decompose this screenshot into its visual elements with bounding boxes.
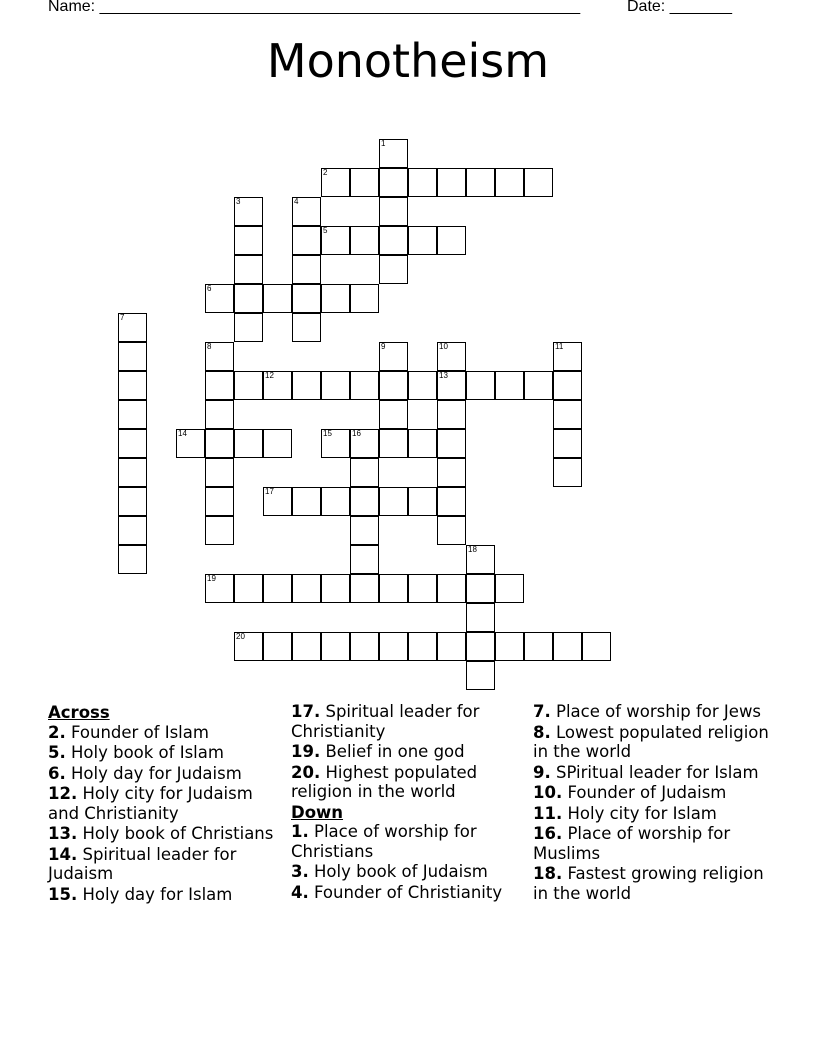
date-line: Date: _______: [627, 0, 732, 15]
clue-number: 15: [323, 429, 332, 438]
clue-text: Holy city for Islam: [567, 803, 717, 823]
crossword-cell[interactable]: [466, 603, 495, 632]
crossword-cell[interactable]: [379, 487, 408, 516]
clue-item: [48, 784, 280, 823]
crossword-cell[interactable]: [466, 661, 495, 690]
crossword-cell[interactable]: [379, 632, 408, 661]
crossword-cell[interactable]: [466, 574, 495, 603]
crossword-cell[interactable]: [350, 458, 379, 487]
crossword-cell[interactable]: [379, 400, 408, 429]
crossword-cell[interactable]: [350, 574, 379, 603]
clue-text: Holy city for Judaism and Christianity: [48, 784, 253, 823]
crossword-cell[interactable]: [118, 458, 147, 487]
crossword-cell[interactable]: [379, 197, 408, 226]
crossword-cell[interactable]: [292, 371, 321, 400]
clue-text: Highest populated religion in the world: [291, 762, 478, 801]
crossword-cell[interactable]: [437, 226, 466, 255]
crossword-cell[interactable]: [292, 487, 321, 516]
clue-column-3: [533, 702, 773, 904]
clue-item: [291, 862, 527, 882]
clue-item: [48, 845, 280, 884]
crossword-cell[interactable]: [292, 574, 321, 603]
clue-item: [291, 702, 527, 741]
clue-item: [48, 885, 280, 905]
clue-number: 14: [178, 429, 187, 438]
crossword-cell[interactable]: [379, 371, 408, 400]
crossword-cell[interactable]: [379, 168, 408, 197]
crossword-cell[interactable]: [437, 516, 466, 545]
name-line: Name: ______________________________________________________: [48, 0, 581, 15]
crossword-cell[interactable]: [263, 632, 292, 661]
crossword-cell[interactable]: [205, 284, 234, 313]
clue-item: [48, 764, 280, 784]
clue-number-label: 6.: [48, 763, 66, 783]
clue-text: Holy book of Judaism: [314, 862, 488, 881]
clue-number-label: 20.: [291, 762, 321, 782]
clue-number: 3: [236, 197, 241, 206]
crossword-cell[interactable]: [263, 284, 292, 313]
crossword-cell[interactable]: [495, 632, 524, 661]
clue-text: Place of worship for Christians: [291, 822, 477, 861]
crossword-cell[interactable]: [408, 487, 437, 516]
crossword-cell[interactable]: [205, 458, 234, 487]
crossword-cell[interactable]: [234, 197, 263, 226]
clue-number: 1: [381, 139, 386, 148]
clue-text: Holy book of Islam: [71, 743, 224, 762]
clue-number-label: 7.: [533, 702, 551, 721]
clue-number-label: 3.: [291, 862, 309, 881]
crossword-cell[interactable]: [292, 632, 321, 661]
crossword-cell[interactable]: [379, 574, 408, 603]
crossword-cell[interactable]: [118, 429, 147, 458]
crossword-cell[interactable]: [234, 632, 263, 661]
crossword-cell[interactable]: [524, 371, 553, 400]
clue-number: 2: [323, 168, 328, 177]
crossword-cell[interactable]: [437, 371, 466, 400]
crossword-cell[interactable]: [524, 632, 553, 661]
clue-text: Belief in one god: [325, 742, 465, 761]
crossword-cell[interactable]: [321, 429, 350, 458]
clue-number-label: 17.: [291, 702, 321, 721]
crossword-cell[interactable]: [234, 255, 263, 284]
crossword-cell[interactable]: [234, 429, 263, 458]
page-title: Monotheism: [266, 34, 550, 88]
crossword-cell[interactable]: [321, 284, 350, 313]
clue-item: [48, 743, 280, 763]
crossword-cell[interactable]: [176, 429, 205, 458]
crossword-cell[interactable]: [350, 226, 379, 255]
clue-item: [291, 742, 527, 762]
clue-number: 16: [352, 429, 361, 438]
crossword-cell[interactable]: [553, 342, 582, 371]
clue-number-label: 14.: [48, 844, 78, 864]
clue-number-label: 1.: [291, 822, 309, 841]
crossword-cell[interactable]: [466, 632, 495, 661]
clue-item: [291, 822, 527, 861]
clue-number: 4: [294, 197, 299, 206]
clue-number-label: 11.: [533, 803, 563, 823]
crossword-cell[interactable]: [437, 487, 466, 516]
crossword-cell[interactable]: [437, 342, 466, 371]
crossword-cell[interactable]: [292, 284, 321, 313]
crossword-cell[interactable]: [292, 197, 321, 226]
clue-number-label: 9.: [533, 762, 551, 782]
clue-text: Fastest growing religion in the world: [533, 864, 764, 903]
crossword-cell[interactable]: [408, 226, 437, 255]
crossword-cell[interactable]: [553, 429, 582, 458]
crossword-cell[interactable]: [234, 284, 263, 313]
clue-item: [533, 763, 773, 783]
clue-item: [533, 723, 773, 762]
clue-item: [291, 883, 527, 903]
crossword-cell[interactable]: [263, 487, 292, 516]
clue-number-label: 10.: [533, 783, 563, 802]
crossword-cell[interactable]: [205, 516, 234, 545]
clue-column-2: [291, 702, 527, 903]
crossword-cell[interactable]: [234, 371, 263, 400]
crossword-cell[interactable]: [321, 226, 350, 255]
clue-item: [533, 824, 773, 863]
clue-text: Holy day for Judaism: [71, 763, 242, 783]
clue-number: 6: [207, 284, 212, 293]
clue-number: 12: [265, 371, 274, 380]
clue-number: 7: [120, 313, 125, 322]
crossword-cell[interactable]: [321, 168, 350, 197]
clue-item: [48, 824, 280, 844]
crossword-cell[interactable]: [379, 139, 408, 168]
crossword-cell[interactable]: [118, 516, 147, 545]
crossword-cell[interactable]: [437, 458, 466, 487]
crossword-cell[interactable]: [553, 458, 582, 487]
clue-item: [291, 763, 527, 802]
clue-number-label: 2.: [48, 722, 66, 742]
crossword-cell[interactable]: [234, 226, 263, 255]
crossword-cell[interactable]: [437, 632, 466, 661]
clue-item: [533, 864, 773, 903]
clue-number-label: 18.: [533, 864, 563, 883]
crossword-cell[interactable]: [234, 574, 263, 603]
crossword-cell[interactable]: [263, 574, 292, 603]
crossword-cell[interactable]: [205, 429, 234, 458]
crossword-cell[interactable]: [321, 487, 350, 516]
clue-item: [533, 804, 773, 824]
clue-number-label: 5.: [48, 743, 66, 762]
crossword-cell[interactable]: [350, 429, 379, 458]
crossword-cell[interactable]: [437, 429, 466, 458]
crossword-cell[interactable]: [553, 400, 582, 429]
clue-text: Founder of Judaism: [567, 783, 727, 802]
crossword-cell[interactable]: [263, 371, 292, 400]
clue-number: 10: [439, 342, 448, 351]
crossword-cell[interactable]: [379, 342, 408, 371]
clue-text: SPiritual leader for Islam: [556, 762, 759, 782]
crossword-cell[interactable]: [408, 168, 437, 197]
section-heading: Down: [291, 802, 344, 822]
clue-text: Founder of Christianity: [314, 882, 503, 902]
crossword-cell[interactable]: [553, 632, 582, 661]
crossword-cell[interactable]: [466, 545, 495, 574]
crossword-cell[interactable]: [350, 168, 379, 197]
crossword-cell[interactable]: [437, 168, 466, 197]
clue-number-label: 13.: [48, 824, 78, 843]
crossword-cell[interactable]: [495, 371, 524, 400]
clue-text: Place of worship for Muslims: [533, 824, 731, 863]
clue-text: Holy day for Islam: [82, 884, 233, 904]
clue-item: [533, 783, 773, 803]
crossword-cell[interactable]: [350, 487, 379, 516]
clue-number: 18: [468, 545, 477, 554]
crossword-cell[interactable]: [495, 574, 524, 603]
crossword-cell[interactable]: [205, 487, 234, 516]
clue-column-1: [48, 702, 280, 905]
crossword-cell[interactable]: [292, 313, 321, 342]
crossword-cell[interactable]: [321, 632, 350, 661]
section-heading: Across: [48, 703, 110, 722]
clue-number-label: 19.: [291, 742, 321, 761]
crossword-cell[interactable]: [437, 574, 466, 603]
crossword-cell[interactable]: [118, 487, 147, 516]
crossword-cell[interactable]: [408, 429, 437, 458]
crossword-cell[interactable]: [292, 226, 321, 255]
clue-item: [48, 723, 280, 743]
crossword-cell[interactable]: [205, 371, 234, 400]
clue-number: 11: [555, 342, 564, 351]
crossword-cell[interactable]: [118, 313, 147, 342]
crossword-cell[interactable]: [350, 516, 379, 545]
clue-text: Founder of Islam: [71, 722, 209, 742]
crossword-cell[interactable]: [524, 168, 553, 197]
clue-number-label: 16.: [533, 824, 563, 843]
crossword-cell[interactable]: [408, 632, 437, 661]
clue-number: 8: [207, 342, 212, 351]
crossword-cell[interactable]: [466, 168, 495, 197]
crossword-cell[interactable]: [205, 342, 234, 371]
clue-text: Spiritual leader for Christianity: [291, 702, 480, 741]
crossword-cell[interactable]: [379, 226, 408, 255]
crossword-cell[interactable]: [350, 284, 379, 313]
clue-text: Lowest populated religion in the world: [533, 722, 769, 761]
clue-number: 19: [207, 574, 216, 583]
crossword-cell[interactable]: [350, 371, 379, 400]
clue-number: 20: [236, 632, 245, 641]
crossword-cell[interactable]: [553, 371, 582, 400]
crossword-cell[interactable]: [321, 371, 350, 400]
clue-number: 9: [381, 342, 386, 351]
crossword-cell[interactable]: [234, 313, 263, 342]
clue-number-label: 12.: [48, 784, 78, 803]
crossword-cell[interactable]: [205, 400, 234, 429]
crossword-cell[interactable]: [118, 371, 147, 400]
clue-text: Place of worship for Jews: [556, 702, 762, 721]
clue-number: 17: [265, 487, 274, 496]
crossword-cell[interactable]: [437, 400, 466, 429]
clue-number-label: 4.: [291, 882, 309, 902]
crossword-cell[interactable]: [321, 574, 350, 603]
crossword-cell[interactable]: [118, 400, 147, 429]
crossword-cell[interactable]: [118, 342, 147, 371]
clue-number: 5: [323, 226, 328, 235]
crossword-cell[interactable]: [205, 574, 234, 603]
crossword-cell[interactable]: [466, 371, 495, 400]
crossword-cell[interactable]: [350, 545, 379, 574]
crossword-cell[interactable]: [350, 632, 379, 661]
clue-number-label: 8.: [533, 722, 551, 742]
clue-text: Holy book of Christians: [82, 824, 274, 843]
crossword-cell[interactable]: [495, 168, 524, 197]
crossword-cell[interactable]: [379, 255, 408, 284]
crossword-cell[interactable]: [379, 429, 408, 458]
clue-item: [533, 702, 773, 722]
clue-number: 13: [439, 371, 448, 380]
crossword-cell[interactable]: [408, 371, 437, 400]
crossword-cell[interactable]: [263, 429, 292, 458]
clue-text: Spiritual leader for Judaism: [48, 844, 237, 883]
crossword-cell[interactable]: [408, 574, 437, 603]
crossword-cell[interactable]: [582, 632, 611, 661]
crossword-cell[interactable]: [118, 545, 147, 574]
clue-number-label: 15.: [48, 884, 78, 904]
crossword-cell[interactable]: [292, 255, 321, 284]
